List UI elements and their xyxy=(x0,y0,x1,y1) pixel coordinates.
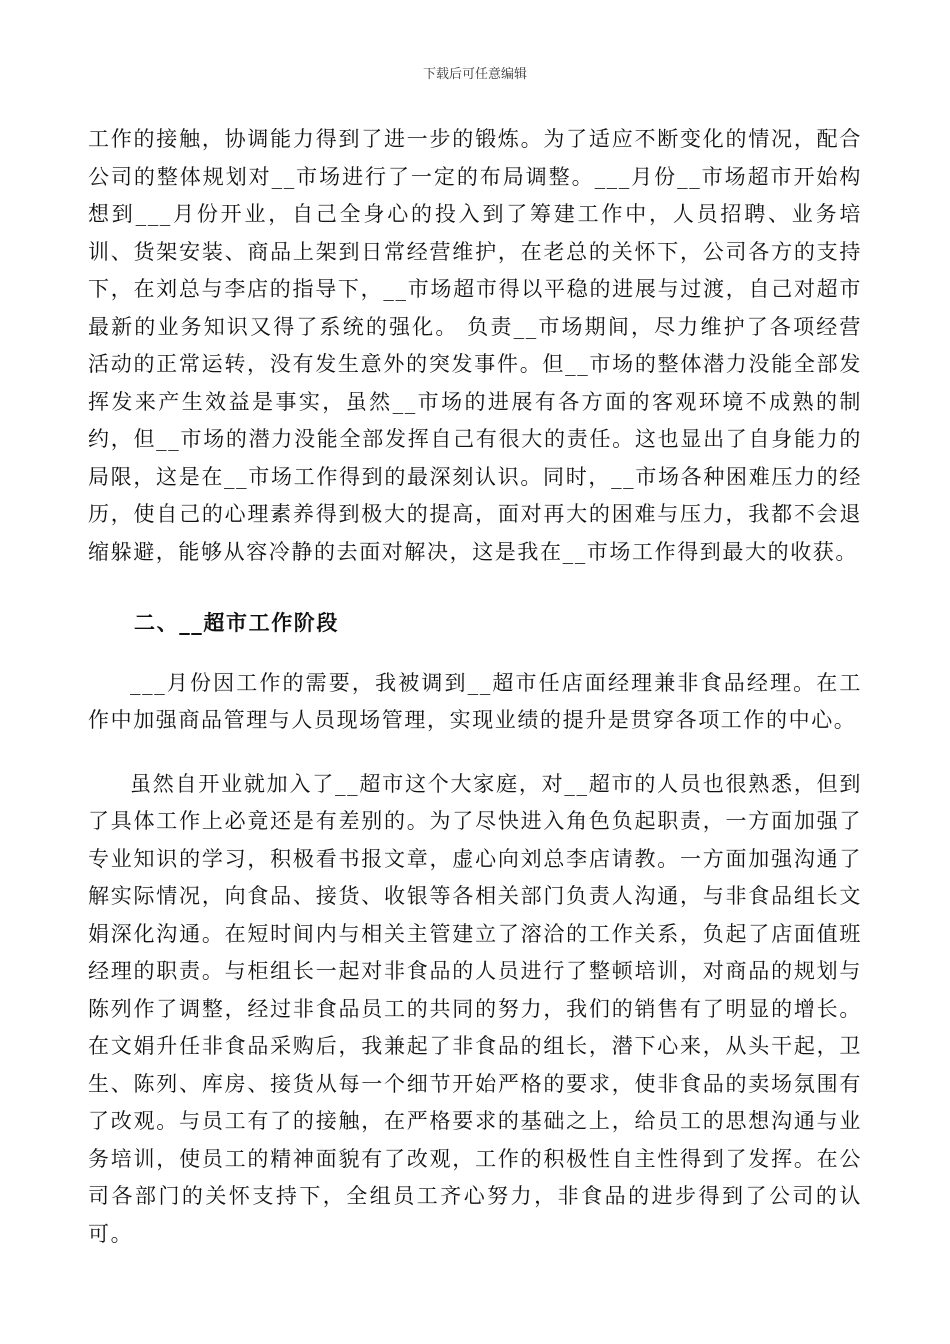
paragraph-intro: ___月份因工作的需要，我被调到__超市任店面经理兼非食品经理。在工作中加强商品管理与人员现场管理，实现业绩的提升是贯穿各项工作的中心。 xyxy=(88,670,862,732)
section-heading: 二、__超市工作阶段 xyxy=(134,611,339,635)
page-header: 下载后可任意编辑 xyxy=(422,67,527,82)
document-body xyxy=(88,121,862,1253)
paragraph-body: 虽然自开业就加入了__超市这个大家庭，对__超市的人员也很熟悉，但到了具体工作上必竟还是有差别的。为了尽快进入角色负起职责，一方面加强了专业知识的学习，积极看书报文章，虚心向刘总李店请教。一方面加强沟通了解实际情况，向食品、接货、收银等各相关部门负责人沟通，与非食品组长文娟深化沟通。在短时间内与相关主管建立了溶洽的工作关系，负起了店面值班经理的职责。与柜组长一起对非食品的人员进行了整顿培训，对商品的规划与陈列作了调整，经过非食品员工的共同的努力，我们的销售有了明显的增长。在文娟升任非食品采购后，我兼起了非食品的组长，潜下心来，从头干起，卫生、陈列、库房、接货从每一个细节开始严格的要求，使非食品的卖场氛围有了改观。与员工有了的接触，在严格要求的基础之上，给员工的思想沟通与业务培训，使员工的精神面貌有了改观，工作的积极性自主性得到了发挥。在公司各部门的关怀支持下，全组员工齐心努力，非食品的进步得到了公司的认可。 xyxy=(88,771,862,1246)
paragraph-continued: 工作的接触，协调能力得到了进一步的锻炼。为了适应不断变化的情况，配合公司的整体规划对__市场进行了一定的布局调整。___月份__市场超市开始构想到___月份开业，自己全身心的投入到了筹建工作中，人员招聘、业务培训、货架安装、商品上架到日常经营维护，在老总的关怀下，公司各方的支持下，在刘总与李店的指导下，__市场超市得以平稳的进展与过渡，自己对超市最新的业务知识又得了系统的强化。 负责__市场期间，尽力维护了各项经营活动的正常运转，没有发生意外的突发事件。但__市场的整体潜力没能全部发挥发来产生效益是事实，虽然__市场的进展有各方面的客观环境不成熟的制约，但__市场的潜力没能全部发挥自己有很大的责任。这也显出了自身能力的局限，这是在__市场工作得到的最深刻认识。同时，__市场各种困难压力的经历，使自己的心理素养得到极大的提高，面对再大的困难与压力，我都不会退缩躲避，能够从容冷静的去面对解决，这是我在__市场工作得到最大的收获。 xyxy=(88,127,862,564)
